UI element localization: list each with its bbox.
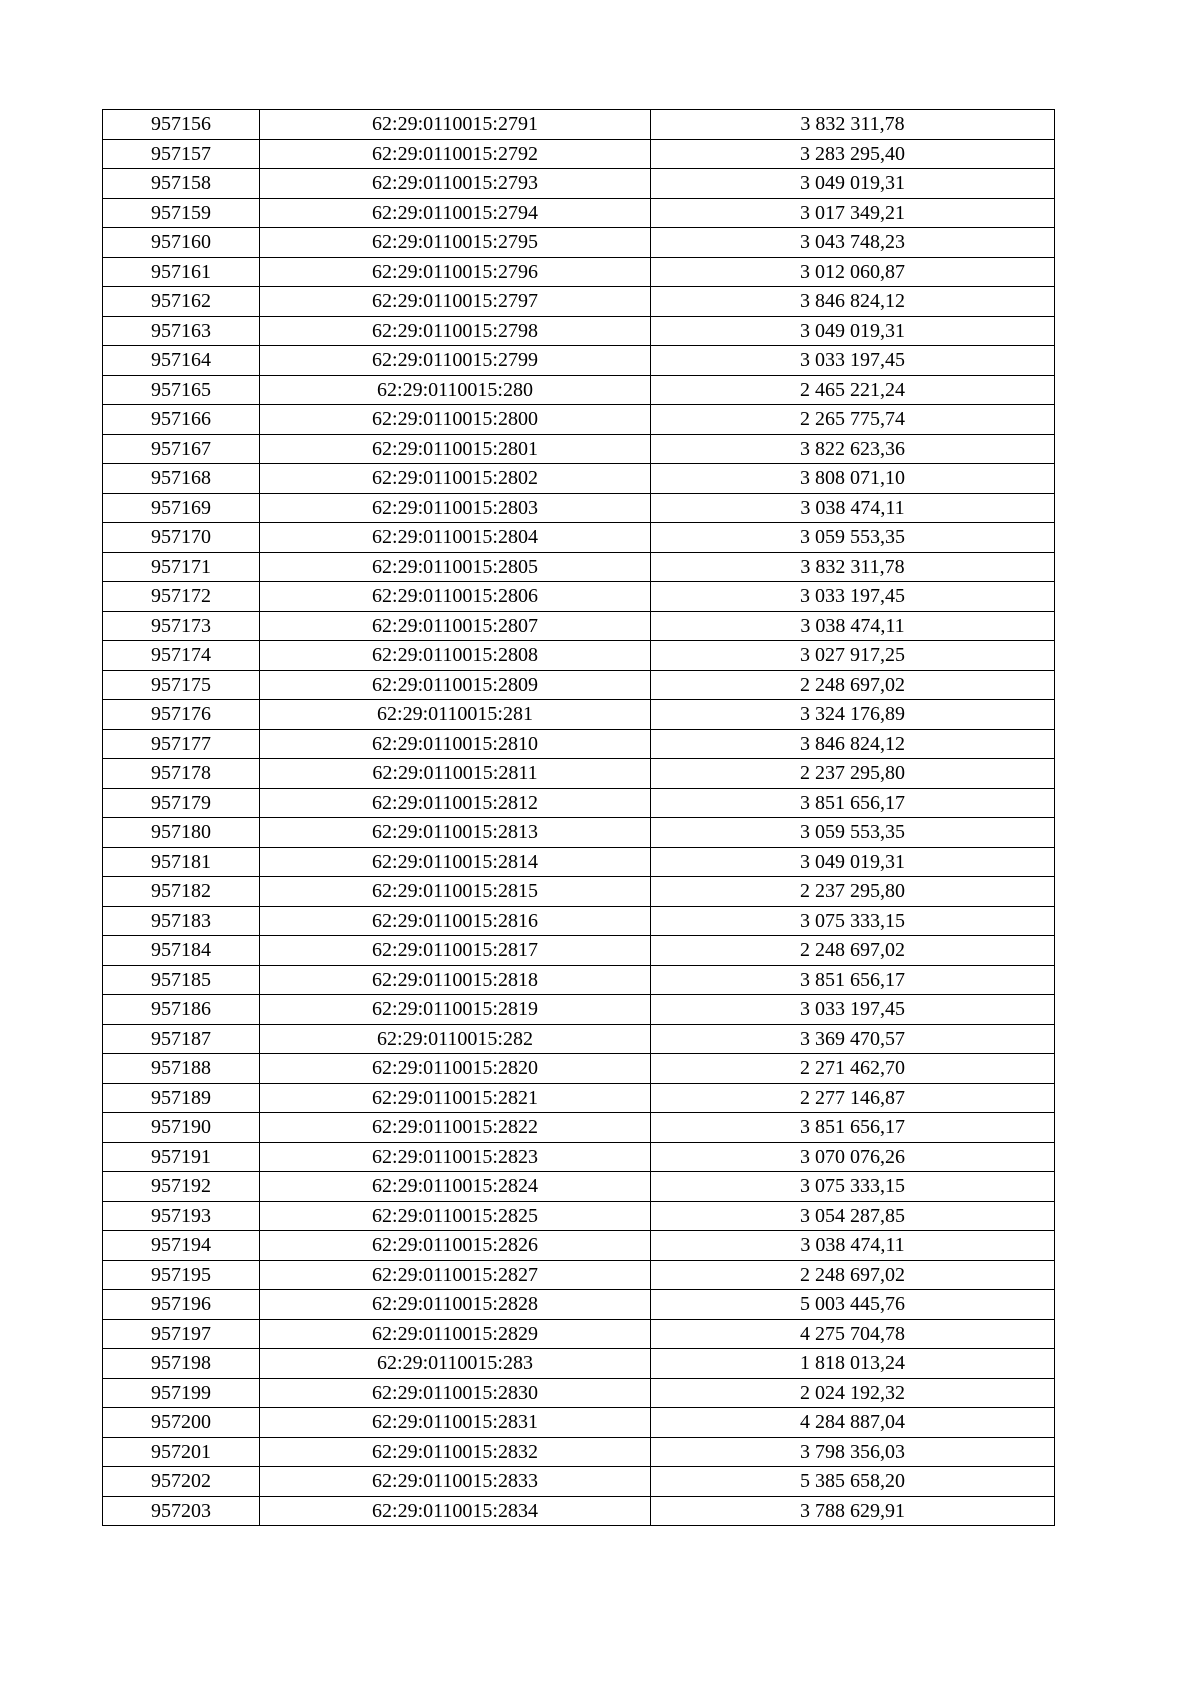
row-number-cell: 957182 (103, 877, 260, 907)
cadastral-value-cell: 3 049 019,31 (651, 847, 1055, 877)
row-number-cell: 957156 (103, 110, 260, 140)
cadastral-number-cell: 62:29:0110015:2832 (260, 1437, 651, 1467)
cadastral-value-cell: 3 798 356,03 (651, 1437, 1055, 1467)
cadastral-value-table (102, 109, 1055, 1526)
table-row (103, 1231, 1055, 1261)
cadastral-value-cell: 2 024 192,32 (651, 1378, 1055, 1408)
cadastral-number-cell: 62:29:0110015:283 (260, 1349, 651, 1379)
row-number-cell: 957179 (103, 788, 260, 818)
row-number-cell: 957185 (103, 965, 260, 995)
cadastral-value-cell: 3 369 470,57 (651, 1024, 1055, 1054)
cadastral-value-cell: 2 265 775,74 (651, 405, 1055, 435)
cadastral-value-cell: 3 070 076,26 (651, 1142, 1055, 1172)
table-body (103, 110, 1055, 1526)
cadastral-value-cell: 2 248 697,02 (651, 670, 1055, 700)
table-row (103, 936, 1055, 966)
cadastral-value-cell: 2 248 697,02 (651, 936, 1055, 966)
cadastral-value-cell: 5 003 445,76 (651, 1290, 1055, 1320)
cadastral-number-cell: 62:29:0110015:2793 (260, 169, 651, 199)
cadastral-number-cell: 62:29:0110015:2801 (260, 434, 651, 464)
cadastral-value-cell: 3 822 623,36 (651, 434, 1055, 464)
table-row (103, 287, 1055, 317)
cadastral-number-cell: 62:29:0110015:2796 (260, 257, 651, 287)
row-number-cell: 957177 (103, 729, 260, 759)
table-row (103, 1437, 1055, 1467)
cadastral-number-cell: 62:29:0110015:2800 (260, 405, 651, 435)
table-row (103, 611, 1055, 641)
cadastral-value-cell: 3 283 295,40 (651, 139, 1055, 169)
cadastral-value-cell: 3 059 553,35 (651, 818, 1055, 848)
table-row (103, 375, 1055, 405)
row-number-cell: 957167 (103, 434, 260, 464)
row-number-cell: 957180 (103, 818, 260, 848)
cadastral-value-cell: 3 788 629,91 (651, 1496, 1055, 1526)
row-number-cell: 957201 (103, 1437, 260, 1467)
row-number-cell: 957196 (103, 1290, 260, 1320)
row-number-cell: 957192 (103, 1172, 260, 1202)
cadastral-value-cell: 5 385 658,20 (651, 1467, 1055, 1497)
row-number-cell: 957161 (103, 257, 260, 287)
cadastral-number-cell: 62:29:0110015:2834 (260, 1496, 651, 1526)
cadastral-number-cell: 62:29:0110015:2817 (260, 936, 651, 966)
cadastral-number-cell: 62:29:0110015:2829 (260, 1319, 651, 1349)
table-row (103, 641, 1055, 671)
cadastral-number-cell: 62:29:0110015:2826 (260, 1231, 651, 1261)
table-row (103, 257, 1055, 287)
cadastral-value-cell: 3 033 197,45 (651, 346, 1055, 376)
cadastral-value-cell: 3 324 176,89 (651, 700, 1055, 730)
table-row (103, 552, 1055, 582)
row-number-cell: 957158 (103, 169, 260, 199)
cadastral-value-cell: 3 846 824,12 (651, 287, 1055, 317)
cadastral-value-cell: 2 465 221,24 (651, 375, 1055, 405)
cadastral-number-cell: 62:29:0110015:2812 (260, 788, 651, 818)
cadastral-value-cell: 3 054 287,85 (651, 1201, 1055, 1231)
cadastral-value-cell: 4 275 704,78 (651, 1319, 1055, 1349)
cadastral-number-cell: 62:29:0110015:2827 (260, 1260, 651, 1290)
cadastral-number-cell: 62:29:0110015:2823 (260, 1142, 651, 1172)
row-number-cell: 957159 (103, 198, 260, 228)
cadastral-value-cell: 3 049 019,31 (651, 169, 1055, 199)
cadastral-number-cell: 62:29:0110015:2818 (260, 965, 651, 995)
table-row (103, 1467, 1055, 1497)
cadastral-number-cell: 62:29:0110015:2830 (260, 1378, 651, 1408)
row-number-cell: 957194 (103, 1231, 260, 1261)
cadastral-value-cell: 2 248 697,02 (651, 1260, 1055, 1290)
row-number-cell: 957174 (103, 641, 260, 671)
cadastral-value-cell: 3 017 349,21 (651, 198, 1055, 228)
cadastral-number-cell: 62:29:0110015:2822 (260, 1113, 651, 1143)
cadastral-value-cell: 2 277 146,87 (651, 1083, 1055, 1113)
cadastral-number-cell: 62:29:0110015:2798 (260, 316, 651, 346)
row-number-cell: 957166 (103, 405, 260, 435)
cadastral-value-cell: 3 846 824,12 (651, 729, 1055, 759)
cadastral-number-cell: 62:29:0110015:2809 (260, 670, 651, 700)
table-row (103, 1290, 1055, 1320)
cadastral-number-cell: 62:29:0110015:2819 (260, 995, 651, 1025)
cadastral-number-cell: 62:29:0110015:2825 (260, 1201, 651, 1231)
cadastral-value-cell: 3 075 333,15 (651, 1172, 1055, 1202)
table-row (103, 1496, 1055, 1526)
table-row (103, 1319, 1055, 1349)
row-number-cell: 957168 (103, 464, 260, 494)
cadastral-value-cell: 3 038 474,11 (651, 1231, 1055, 1261)
table-row (103, 700, 1055, 730)
row-number-cell: 957157 (103, 139, 260, 169)
cadastral-number-cell: 62:29:0110015:2824 (260, 1172, 651, 1202)
cadastral-value-cell: 3 033 197,45 (651, 995, 1055, 1025)
cadastral-value-cell: 2 237 295,80 (651, 877, 1055, 907)
cadastral-number-cell: 62:29:0110015:2807 (260, 611, 651, 641)
row-number-cell: 957188 (103, 1054, 260, 1084)
row-number-cell: 957175 (103, 670, 260, 700)
cadastral-number-cell: 62:29:0110015:2794 (260, 198, 651, 228)
table-row (103, 110, 1055, 140)
cadastral-value-cell: 3 059 553,35 (651, 523, 1055, 553)
cadastral-number-cell: 62:29:0110015:2814 (260, 847, 651, 877)
table-row (103, 877, 1055, 907)
cadastral-value-cell: 3 049 019,31 (651, 316, 1055, 346)
table-row (103, 582, 1055, 612)
row-number-cell: 957199 (103, 1378, 260, 1408)
row-number-cell: 957169 (103, 493, 260, 523)
row-number-cell: 957172 (103, 582, 260, 612)
row-number-cell: 957171 (103, 552, 260, 582)
cadastral-value-cell: 3 043 748,23 (651, 228, 1055, 258)
table-row (103, 1024, 1055, 1054)
cadastral-value-cell: 3 851 656,17 (651, 788, 1055, 818)
table-row (103, 847, 1055, 877)
row-number-cell: 957170 (103, 523, 260, 553)
table-row (103, 198, 1055, 228)
cadastral-value-cell: 2 271 462,70 (651, 1054, 1055, 1084)
cadastral-number-cell: 62:29:0110015:280 (260, 375, 651, 405)
table-row (103, 464, 1055, 494)
table-row (103, 316, 1055, 346)
cadastral-value-cell: 3 038 474,11 (651, 611, 1055, 641)
cadastral-value-cell: 3 851 656,17 (651, 965, 1055, 995)
row-number-cell: 957193 (103, 1201, 260, 1231)
row-number-cell: 957178 (103, 759, 260, 789)
row-number-cell: 957191 (103, 1142, 260, 1172)
cadastral-number-cell: 62:29:0110015:2815 (260, 877, 651, 907)
table-row (103, 1378, 1055, 1408)
row-number-cell: 957160 (103, 228, 260, 258)
cadastral-number-cell: 62:29:0110015:2802 (260, 464, 651, 494)
cadastral-number-cell: 62:29:0110015:2791 (260, 110, 651, 140)
row-number-cell: 957198 (103, 1349, 260, 1379)
cadastral-value-cell: 4 284 887,04 (651, 1408, 1055, 1438)
row-number-cell: 957164 (103, 346, 260, 376)
table-row (103, 670, 1055, 700)
row-number-cell: 957173 (103, 611, 260, 641)
row-number-cell: 957181 (103, 847, 260, 877)
row-number-cell: 957163 (103, 316, 260, 346)
cadastral-number-cell: 62:29:0110015:282 (260, 1024, 651, 1054)
cadastral-number-cell: 62:29:0110015:2811 (260, 759, 651, 789)
cadastral-number-cell: 62:29:0110015:2799 (260, 346, 651, 376)
cadastral-number-cell: 62:29:0110015:2828 (260, 1290, 651, 1320)
table-row (103, 1408, 1055, 1438)
cadastral-number-cell: 62:29:0110015:2804 (260, 523, 651, 553)
table-row (103, 434, 1055, 464)
cadastral-value-cell: 1 818 013,24 (651, 1349, 1055, 1379)
cadastral-number-cell: 62:29:0110015:2808 (260, 641, 651, 671)
cadastral-value-cell: 3 851 656,17 (651, 1113, 1055, 1143)
cadastral-value-cell: 2 237 295,80 (651, 759, 1055, 789)
cadastral-value-cell: 3 808 071,10 (651, 464, 1055, 494)
table-row (103, 1142, 1055, 1172)
table-row (103, 788, 1055, 818)
cadastral-value-cell: 3 033 197,45 (651, 582, 1055, 612)
cadastral-value-cell: 3 012 060,87 (651, 257, 1055, 287)
cadastral-value-cell: 3 832 311,78 (651, 552, 1055, 582)
row-number-cell: 957176 (103, 700, 260, 730)
table-row (103, 1054, 1055, 1084)
cadastral-number-cell: 62:29:0110015:2797 (260, 287, 651, 317)
cadastral-number-cell: 62:29:0110015:2831 (260, 1408, 651, 1438)
table-row (103, 1201, 1055, 1231)
cadastral-number-cell: 62:29:0110015:2792 (260, 139, 651, 169)
cadastral-number-cell: 62:29:0110015:2795 (260, 228, 651, 258)
cadastral-number-cell: 62:29:0110015:2820 (260, 1054, 651, 1084)
table-row (103, 818, 1055, 848)
row-number-cell: 957186 (103, 995, 260, 1025)
cadastral-number-cell: 62:29:0110015:2805 (260, 552, 651, 582)
table-row (103, 1172, 1055, 1202)
row-number-cell: 957187 (103, 1024, 260, 1054)
cadastral-number-cell: 62:29:0110015:2810 (260, 729, 651, 759)
row-number-cell: 957195 (103, 1260, 260, 1290)
table-row (103, 759, 1055, 789)
row-number-cell: 957203 (103, 1496, 260, 1526)
table-row (103, 139, 1055, 169)
cadastral-value-cell: 3 075 333,15 (651, 906, 1055, 936)
table-row (103, 228, 1055, 258)
row-number-cell: 957189 (103, 1083, 260, 1113)
cadastral-number-cell: 62:29:0110015:2803 (260, 493, 651, 523)
table-row (103, 906, 1055, 936)
row-number-cell: 957200 (103, 1408, 260, 1438)
row-number-cell: 957183 (103, 906, 260, 936)
cadastral-number-cell: 62:29:0110015:281 (260, 700, 651, 730)
table-row (103, 493, 1055, 523)
table-row (103, 729, 1055, 759)
cadastral-number-cell: 62:29:0110015:2813 (260, 818, 651, 848)
row-number-cell: 957190 (103, 1113, 260, 1143)
cadastral-value-cell: 3 038 474,11 (651, 493, 1055, 523)
row-number-cell: 957184 (103, 936, 260, 966)
row-number-cell: 957162 (103, 287, 260, 317)
cadastral-value-cell: 3 027 917,25 (651, 641, 1055, 671)
table-row (103, 1349, 1055, 1379)
row-number-cell: 957202 (103, 1467, 260, 1497)
table-row (103, 1083, 1055, 1113)
cadastral-value-cell: 3 832 311,78 (651, 110, 1055, 140)
table-row (103, 965, 1055, 995)
cadastral-number-cell: 62:29:0110015:2806 (260, 582, 651, 612)
table-row (103, 1113, 1055, 1143)
row-number-cell: 957165 (103, 375, 260, 405)
cadastral-number-cell: 62:29:0110015:2833 (260, 1467, 651, 1497)
table-row (103, 1260, 1055, 1290)
table-row (103, 169, 1055, 199)
table-row (103, 995, 1055, 1025)
table-row (103, 405, 1055, 435)
row-number-cell: 957197 (103, 1319, 260, 1349)
table-row (103, 346, 1055, 376)
cadastral-number-cell: 62:29:0110015:2816 (260, 906, 651, 936)
table-row (103, 523, 1055, 553)
cadastral-number-cell: 62:29:0110015:2821 (260, 1083, 651, 1113)
